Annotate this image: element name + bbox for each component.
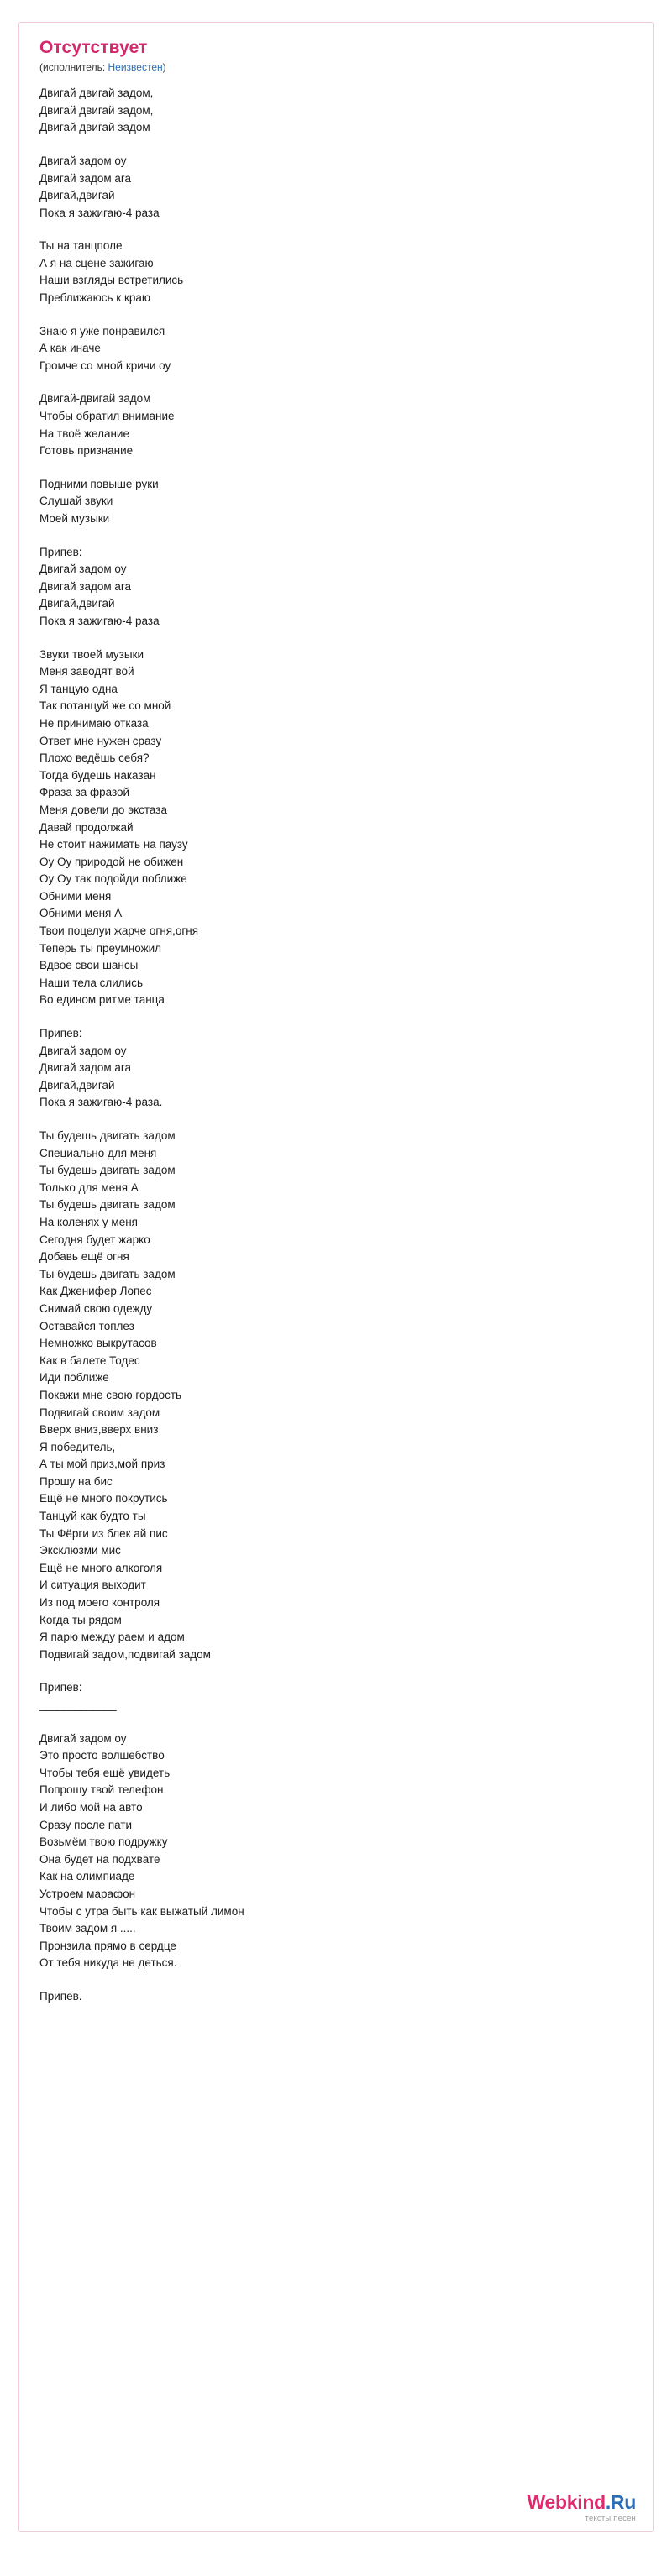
lyrics-stanza <box>39 1679 633 1714</box>
lyrics-line: Припев: <box>39 1681 82 1694</box>
lyrics-line: Двигай двигай задом <box>39 121 150 134</box>
lyrics-body <box>39 85 633 2005</box>
lyrics-line: Ответ мне нужен сразу <box>39 734 162 747</box>
lyrics-line: Теперь ты преумножил <box>39 941 162 955</box>
song-card <box>18 22 654 2532</box>
lyrics-line: Танцуй как будто ты <box>39 1510 146 1523</box>
lyrics-line: Оставайся топлез <box>39 1319 134 1333</box>
lyrics-line: Немножко выкрутасов <box>39 1337 157 1350</box>
lyrics-line: Как Дженифер Лопес <box>39 1285 152 1298</box>
lyrics-line: Так потанцуй же со мной <box>39 699 171 713</box>
lyrics-line: Двигай задом оу <box>39 154 127 167</box>
lyrics-line: Тогда будешь наказан <box>39 768 156 782</box>
lyrics-line: Громче со мной кричи оу <box>39 359 171 372</box>
lyrics-line: Двигай двигай задом, <box>39 86 154 100</box>
lyrics-stanza <box>39 544 633 631</box>
lyrics-line: Как на олимпиаде <box>39 1870 135 1883</box>
performer-link[interactable]: Неизвестен <box>108 61 163 74</box>
lyrics-stanza <box>39 85 633 137</box>
lyrics-line: Устроем марафон <box>39 1887 136 1900</box>
lyrics-line: Попрошу твой телефон <box>39 1783 164 1797</box>
lyrics-line: Покажи мне свою гордость <box>39 1388 182 1401</box>
lyrics-line: Ты на танцполе <box>39 239 123 253</box>
lyrics-line: Двигай,двигай <box>39 1078 115 1092</box>
lyrics-line: Двигай двигай задом, <box>39 103 154 117</box>
lyrics-line: Моей музыки <box>39 512 110 526</box>
lyrics-line: Двигай задом оу <box>39 563 127 576</box>
lyrics-line: Ещё не много алкоголя <box>39 1561 163 1574</box>
lyrics-line: Пока я зажигаю-4 раза. <box>39 1096 163 1109</box>
lyrics-line: Звуки твоей музыки <box>39 647 144 661</box>
lyrics-line: Слушай звуки <box>39 495 113 508</box>
lyrics-line: И либо мой на авто <box>39 1800 143 1814</box>
lyrics-line: Подвигай задом,подвигай задом <box>39 1647 211 1661</box>
lyrics-line: Не принимаю отказа <box>39 716 149 730</box>
lyrics-line: Специально для меня <box>39 1146 157 1160</box>
lyrics-line: Оу Оу природой не обижен <box>39 855 184 868</box>
lyrics-line: Ты будешь двигать задом <box>39 1129 176 1143</box>
lyrics-line: Оу Оу так подойди поближе <box>39 872 187 886</box>
lyrics-line: Двигай-двигай задом <box>39 392 151 406</box>
lyrics-line: Подними повыше руки <box>39 477 159 490</box>
watermark-subtitle: тексты песен <box>585 2514 636 2523</box>
lyrics-line: Чтобы тебя ещё увидеть <box>39 1766 171 1779</box>
lyrics-stanza <box>39 1025 633 1112</box>
site-watermark <box>528 2493 636 2523</box>
lyrics-line: Знаю я уже понравился <box>39 324 165 338</box>
lyrics-line: Она будет на подхвате <box>39 1852 160 1866</box>
lyrics-line: Плохо ведёшь себя? <box>39 751 150 765</box>
lyrics-line: От тебя никуда не деться. <box>39 1956 177 1970</box>
lyrics-stanza <box>39 647 633 1009</box>
lyrics-line: Ещё не много покрутись <box>39 1492 168 1505</box>
lyrics-stanza <box>39 390 633 459</box>
lyrics-stanza <box>39 1730 633 1972</box>
lyrics-stanza <box>39 476 633 528</box>
watermark-logo <box>528 2493 636 2512</box>
lyrics-line: Как в балете Тодес <box>39 1353 140 1367</box>
page-title: Отсутствует <box>39 38 148 57</box>
lyrics-line: Чтобы с утра быть как выжатый лимон <box>39 1904 244 1918</box>
lyrics-line: Пока я зажигаю-4 раза <box>39 206 160 219</box>
lyrics-line: Сегодня будет жарко <box>39 1233 150 1246</box>
lyrics-line: Двигай задом оу <box>39 1044 127 1057</box>
lyrics-line: Пока я зажигаю-4 раза <box>39 614 160 627</box>
watermark-brand: Webkind <box>527 2491 606 2513</box>
lyrics-line: Эксклюзми мис <box>39 1544 121 1558</box>
lyrics-line: Припев: <box>39 1027 82 1040</box>
lyrics-line: Ты Фёрги из блек ай пис <box>39 1526 168 1540</box>
lyrics-line: Это просто волшебство <box>39 1749 165 1762</box>
lyrics-stanza <box>39 1128 633 1663</box>
lyrics-line: Чтобы обратил внимание <box>39 410 175 423</box>
lyrics-line: Преближаюсь к краю <box>39 291 151 305</box>
lyrics-line: Двигай задом ага <box>39 1061 132 1075</box>
lyrics-line: Двигай задом оу <box>39 1731 127 1745</box>
lyrics-line: А ты мой приз,мой приз <box>39 1458 165 1471</box>
lyrics-line: Вдвое свои шансы <box>39 959 139 972</box>
lyrics-line: На коленях у меня <box>39 1215 138 1228</box>
lyrics-line: Двигай,двигай <box>39 189 115 202</box>
lyrics-line: Давай продолжай <box>39 820 134 834</box>
lyrics-stanza <box>39 323 633 375</box>
lyrics-line: Ты будешь двигать задом <box>39 1267 176 1280</box>
lyrics-line: Пронзила прямо в сердце <box>39 1939 176 1952</box>
lyrics-line: Я победитель, <box>39 1440 116 1453</box>
lyrics-line: Я парю между раем и адом <box>39 1631 185 1644</box>
lyrics-line: Подвигай своим задом <box>39 1406 160 1419</box>
watermark-domain: .Ru <box>605 2491 636 2513</box>
lyrics-line: Наши тела слились <box>39 976 143 989</box>
lyrics-line: А как иначе <box>39 342 101 355</box>
lyrics-line: Добавь ещё огня <box>39 1250 129 1264</box>
lyrics-line: Сразу после пати <box>39 1818 133 1831</box>
lyrics-line: На твоё желание <box>39 427 129 440</box>
lyrics-line: Двигай задом ага <box>39 171 132 185</box>
lyrics-line: Припев. <box>39 1989 82 2003</box>
lyrics-line: Во едином ритме танца <box>39 993 165 1007</box>
lyrics-line: Обними меня <box>39 889 112 903</box>
lyrics-line: Меня заводят вой <box>39 665 134 678</box>
lyrics-line: А я на сцене зажигаю <box>39 256 154 270</box>
lyrics-line: Возьмём твою подружку <box>39 1835 168 1849</box>
lyrics-line: Ты будешь двигать задом <box>39 1198 176 1212</box>
lyrics-line: Твоим задом я ..... <box>39 1922 136 1935</box>
lyrics-line: Припев: <box>39 545 82 558</box>
lyrics-line: Твои поцелуи жарче огня,огня <box>39 924 199 938</box>
performer-close-paren: ) <box>162 61 166 74</box>
lyrics-line: Готовь признание <box>39 444 134 458</box>
lyrics-stanza <box>39 153 633 222</box>
performer-line <box>39 61 633 73</box>
lyrics-line: Когда ты рядом <box>39 1613 122 1626</box>
lyrics-stanza <box>39 1988 633 2006</box>
lyrics-line: Двигай,двигай <box>39 597 115 610</box>
lyrics-line: Снимай свою одежду <box>39 1301 153 1315</box>
lyrics-line: Ты будешь двигать задом <box>39 1164 176 1177</box>
lyrics-line: Наши взгляды встретились <box>39 274 184 287</box>
lyrics-line: Не стоит нажимать на паузу <box>39 838 188 851</box>
performer-label: (исполнитель: <box>39 61 106 74</box>
lyrics-line: Из под моего контроля <box>39 1596 160 1610</box>
lyrics-line: _____________ <box>39 1699 117 1712</box>
lyrics-line: Прошу на бис <box>39 1474 113 1488</box>
lyrics-line: Я танцую одна <box>39 682 118 695</box>
lyrics-line: Только для меня А <box>39 1181 139 1194</box>
lyrics-line: Вверх вниз,вверх вниз <box>39 1423 159 1437</box>
lyrics-line: И ситуация выходит <box>39 1579 146 1592</box>
lyrics-line: Меня довели до экстаза <box>39 803 167 816</box>
lyrics-line: Обними меня А <box>39 907 123 920</box>
lyrics-line: Фраза за фразой <box>39 786 130 799</box>
lyrics-stanza <box>39 238 633 306</box>
lyrics-line: Иди поближе <box>39 1371 109 1385</box>
lyrics-line: Двигай задом ага <box>39 579 132 593</box>
